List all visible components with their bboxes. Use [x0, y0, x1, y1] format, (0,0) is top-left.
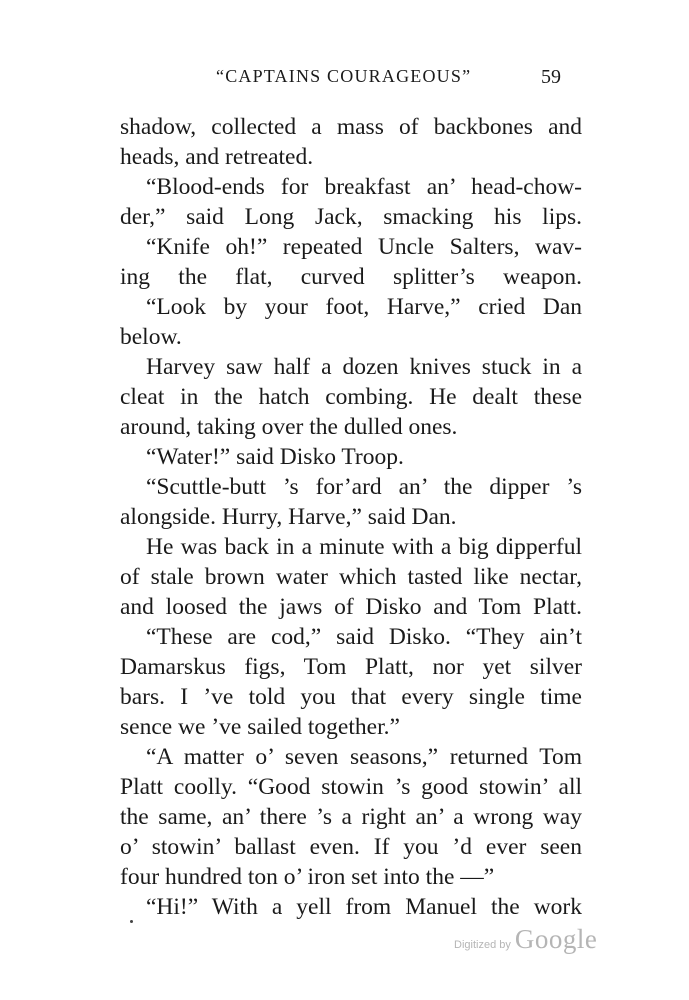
- text-line: below.: [120, 324, 182, 350]
- text-line: cleat in the hatch combing. He dealt these: [120, 384, 582, 410]
- text-line: der,” said Long Jack, smacking his lips.: [120, 204, 582, 230]
- text-line: ing the flat, curved splitter’s weapon.: [120, 264, 582, 290]
- running-title: “CAPTAINS COURAGEOUS”: [216, 66, 472, 86]
- text-line: heads, and retreated.: [120, 144, 314, 170]
- text-line: four hundred ton o’ iron set into the —”: [120, 864, 495, 890]
- text-line: shadow, collected a mass of backbones and: [120, 114, 582, 140]
- text-line: “Knife oh!” repeated Uncle Salters, wav-: [146, 234, 582, 260]
- text-line: Harvey saw half a dozen knives stuck in a: [146, 354, 582, 380]
- text-line: alongside. Hurry, Harve,” said Dan.: [120, 504, 457, 530]
- text-line: of stale brown water which tasted like nectar,: [120, 564, 582, 590]
- text-line: “A matter o’ seven seasons,” returned Tom: [146, 744, 582, 770]
- watermark-prefix: Digitized by: [454, 939, 511, 951]
- text-line: “Scuttle-butt ’s for’ard an’ the dipper ’s: [146, 474, 582, 500]
- body-text: [120, 112, 582, 922]
- text-line: “Water!” said Disko Troop.: [146, 444, 404, 470]
- text-line: Platt coolly. “Good stowin ’s good stowin’ all: [120, 774, 582, 800]
- text-line: sence we ’ve sailed together.”: [120, 714, 400, 740]
- digitization-watermark: [454, 924, 597, 955]
- text-line: bars. I ’ve told you that every single time: [120, 684, 582, 710]
- text-line: the same, an’ there ’s a right an’ a wrong way: [120, 804, 582, 830]
- google-logo: Google: [514, 924, 598, 954]
- text-line: “Look by your foot, Harve,” cried Dan: [146, 294, 582, 320]
- text-line: Damarskus figs, Tom Platt, nor yet silver: [120, 654, 582, 680]
- text-line: “These are cod,” said Disko. “They ain’t: [146, 624, 582, 650]
- ink-speck: [130, 920, 133, 923]
- page-number: 59: [541, 66, 561, 88]
- page-header: [0, 66, 689, 94]
- text-line: He was back in a minute with a big dipperful: [146, 534, 582, 560]
- text-line: “Blood-ends for breakfast an’ head-chow-: [146, 174, 582, 200]
- text-line: o’ stowin’ ballast even. If you ’d ever seen: [120, 834, 582, 860]
- text-line: and loosed the jaws of Disko and Tom Platt.: [120, 594, 582, 620]
- text-line: “Hi!” With a yell from Manuel the work: [146, 894, 582, 920]
- text-line: around, taking over the dulled ones.: [120, 414, 458, 440]
